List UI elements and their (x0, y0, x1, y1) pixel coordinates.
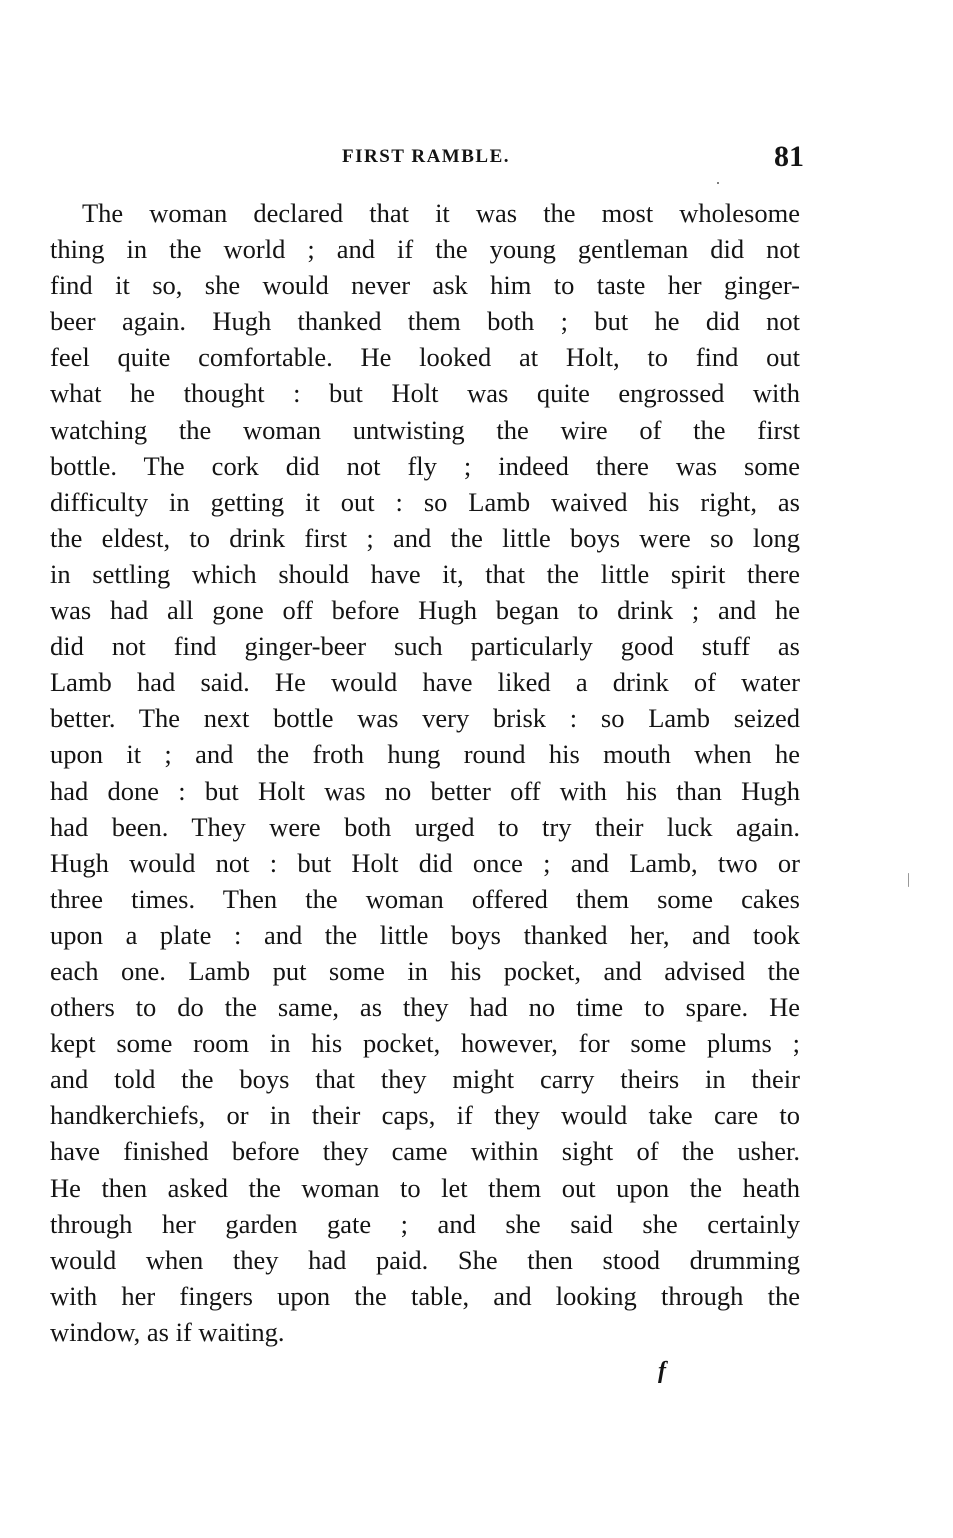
text-line: the eldest, to drink first ; and the little boys were so long (50, 522, 800, 553)
text-line: handkerchiefs, or in their caps, if they would take care to (50, 1100, 800, 1131)
text-line: find it so, she would never ask him to taste her ginger- (50, 270, 800, 301)
page-number: 81 (774, 140, 804, 173)
signature-mark: f (658, 1358, 666, 1384)
text-line: difficulty in getting it out : so Lamb waived his right, as (50, 486, 800, 517)
text-line: did not find ginger-beer such particularly good stuff as (50, 631, 800, 662)
text-line: and told the boys that they might carry theirs in their (50, 1064, 800, 1095)
text-line: watching the woman untwisting the wire of the first (50, 414, 800, 445)
text-line: would when they had paid. She then stood drumming (50, 1244, 800, 1275)
text-line: through her garden gate ; and she said she certainly (50, 1208, 800, 1239)
text-line: The woman declared that it was the most wholesome (82, 198, 800, 228)
text-line: beer again. Hugh thanked them both ; but he did not (50, 306, 800, 337)
text-line: each one. Lamb put some in his pocket, and advised the (50, 955, 800, 986)
text-line: three times. Then the woman offered them some cakes (50, 883, 800, 914)
text-line: had been. They were both urged to try their luck again. (50, 811, 800, 842)
text-line: He then asked the woman to let them out upon the heath (50, 1172, 800, 1203)
page-speck (717, 182, 719, 184)
text-line: window, as if waiting. (50, 1316, 285, 1347)
running-head (52, 140, 804, 176)
text-line: had done : but Holt was no better off with his than Hugh (50, 775, 800, 806)
text-line: better. The next bottle was very brisk : so Lamb seized (50, 703, 800, 734)
text-line: have finished before they came within sight of the usher. (50, 1136, 800, 1167)
text-line: what he thought : but Holt was quite engrossed with (50, 378, 800, 409)
text-line: was had all gone off before Hugh began to drink ; and he (50, 595, 800, 626)
text-line: upon it ; and the froth hung round his mouth when he (50, 739, 800, 770)
text-line: Hugh would not : but Holt did once ; and Lamb, two or (50, 847, 800, 878)
text-line: bottle. The cork did not fly ; indeed there was some (50, 450, 800, 481)
text-line: upon a plate : and the little boys thanked her, and took (50, 919, 800, 950)
text-line: in settling which should have it, that the little spirit there (50, 558, 800, 589)
text-line: thing in the world ; and if the young gentleman did not (50, 234, 800, 265)
text-line: others to do the same, as they had no time to spare. He (50, 992, 800, 1023)
body-text (50, 195, 800, 1350)
page-speck (908, 873, 909, 887)
text-line: kept some room in his pocket, however, for some plums ; (50, 1028, 800, 1059)
text-line: Lamb had said. He would have liked a drink of water (50, 667, 800, 698)
running-title: FIRST RAMBLE. (341, 146, 510, 167)
text-line: with her fingers upon the table, and looking through the (50, 1280, 800, 1311)
text-line: feel quite comfortable. He looked at Holt, to find out (50, 342, 800, 373)
